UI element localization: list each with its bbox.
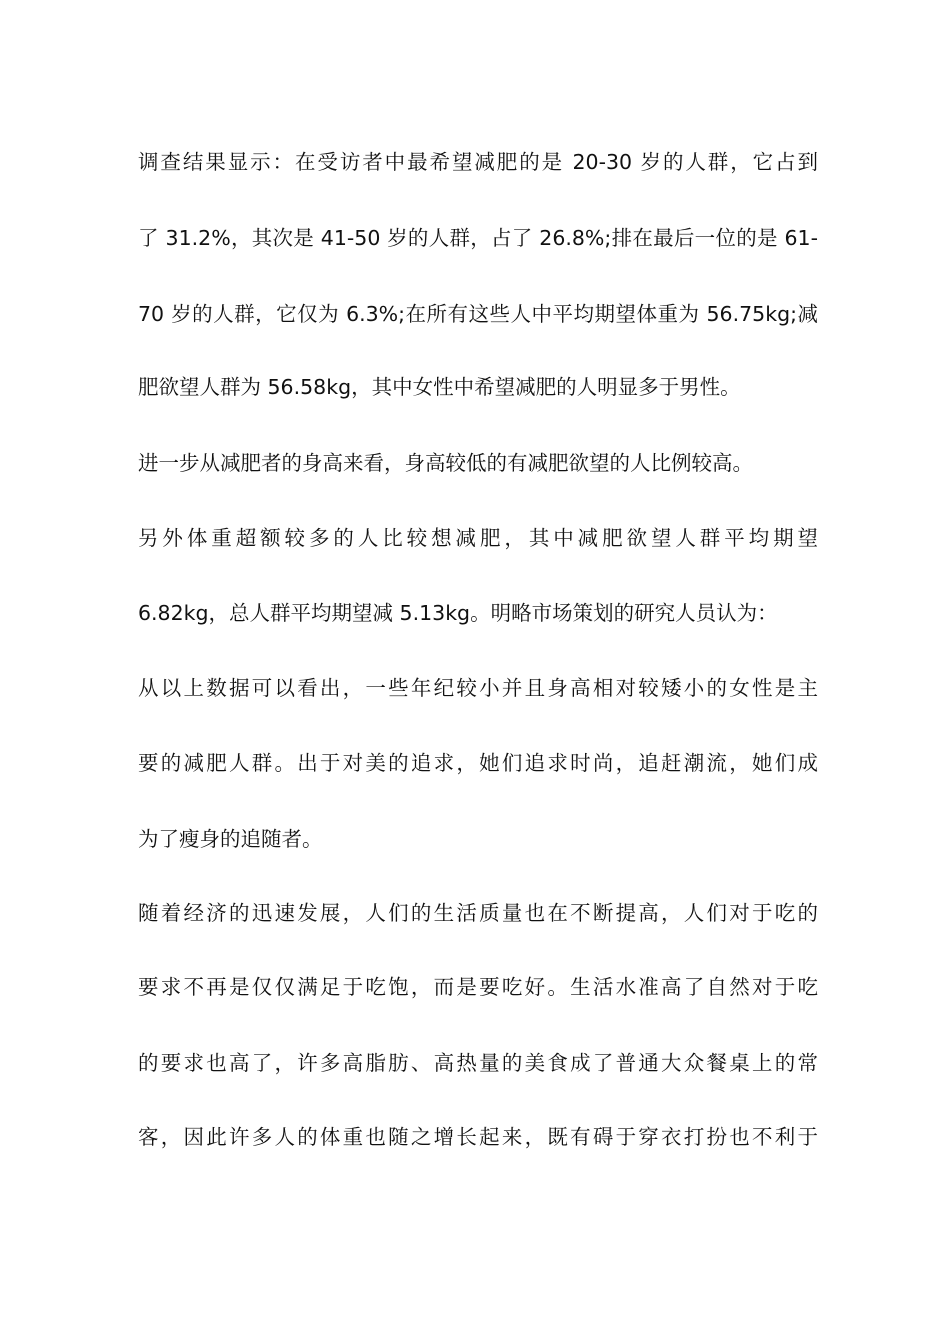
text-line: 随着经济的迅速发展，人们的生活质量也在不断提高，人们对于吃的 bbox=[138, 901, 818, 925]
text-line: 客，因此许多人的体重也随之增长起来，既有碍于穿衣打扮也不利于 bbox=[138, 1125, 818, 1149]
text-line: 为了瘦身的追随者。 bbox=[138, 827, 323, 851]
text-line: 6.82kg，总人群平均期望减 5.13kg。明略市场策划的研究人员认为： bbox=[138, 601, 778, 625]
text-line: 另外体重超额较多的人比较想减肥，其中减肥欲望人群平均期望 bbox=[138, 526, 818, 550]
text-line: 进一步从减肥者的身高来看，身高较低的有减肥欲望的人比例较高。 bbox=[138, 451, 753, 475]
text-line: 肥欲望人群为 56.58kg，其中女性中希望减肥的人明显多于男性。 bbox=[138, 375, 741, 399]
text-line: 了 31.2%，其次是 41-50 岁的人群，占了 26.8%;排在最后一位的是 61- bbox=[138, 226, 818, 250]
text-line: 70 岁的人群，它仅为 6.3%;在所有这些人中平均期望体重为 56.75kg;减 bbox=[138, 302, 818, 326]
text-line: 要的减肥人群。出于对美的追求，她们追求时尚，追赶潮流，她们成 bbox=[138, 751, 818, 775]
text-line: 从以上数据可以看出，一些年纪较小并且身高相对较矮小的女性是主 bbox=[138, 676, 818, 700]
text-line: 的要求也高了，许多高脂肪、高热量的美食成了普通大众餐桌上的常 bbox=[138, 1051, 818, 1075]
text-line: 要求不再是仅仅满足于吃饱，而是要吃好。生活水准高了自然对于吃 bbox=[138, 975, 818, 999]
text-line: 调查结果显示：在受访者中最希望减肥的是 20-30 岁的人群，它占到 bbox=[138, 150, 818, 174]
